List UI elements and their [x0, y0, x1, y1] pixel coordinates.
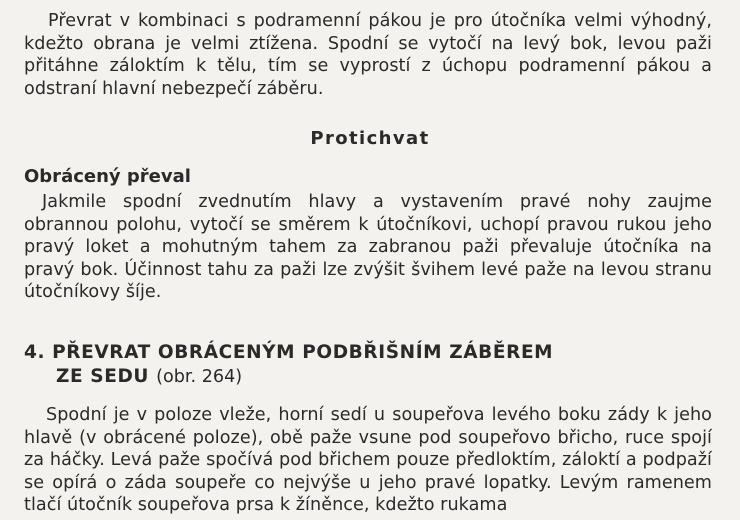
paragraph-3: Spodní je v poloze vleže, horní sedí u soupeřova levého boku zády k jeho hlavě (v obrácené poloze), obě paže vsune pod soupeřovo břicho, ruce spojí za háčky. Levá paže spočívá pod břichem pouze předloktím, záloktí a podpaží se opírá o záda soupeře co nejvýše u jeho pravé lopatky. Levým ramenem tlačí útočník soupeřova prsa k žíněnce, kdežto rukama: [24, 405, 712, 516]
paragraph-2: Jakmile spodní zvednutím hlavy a vystavením pravé nohy zaujme obrannou polohu, vytočí se směrem k útočníkovi, uchopí pravou rukou jeho pravý loket a mohutným tahem za zabranou paži převaluje útočníka na pravý bok. Účinnost tahu za paži lze zvýšit švihem levé paže na levou stranu útočníkovy šíje.: [24, 192, 712, 303]
section-title: Protichvat: [310, 128, 430, 149]
figure-reference: (obr. 264): [156, 367, 243, 387]
chapter-heading-line2: ZE SEDU: [56, 366, 150, 387]
subheading: Obrácený převal: [24, 166, 191, 187]
chapter-heading: [24, 341, 712, 389]
intro-paragraph: Převrat v kombinaci s podramenní pákou je pro útočníka velmi výhodný, kdežto obrana je velmi ztížena. Spodní se vytočí na levý bok, levou paži přitáhne záloktím k tělu, tím se vyprostí z úchopu podramenní pákou a odstraní hlavní nebezpečí záběru.: [24, 11, 712, 99]
chapter-heading-line1: 4. PŘEVRAT OBRÁCENÝM PODBŘIŠNÍM ZÁBĚREM: [24, 342, 554, 363]
chapter-heading-line2-wrap: [24, 365, 712, 389]
